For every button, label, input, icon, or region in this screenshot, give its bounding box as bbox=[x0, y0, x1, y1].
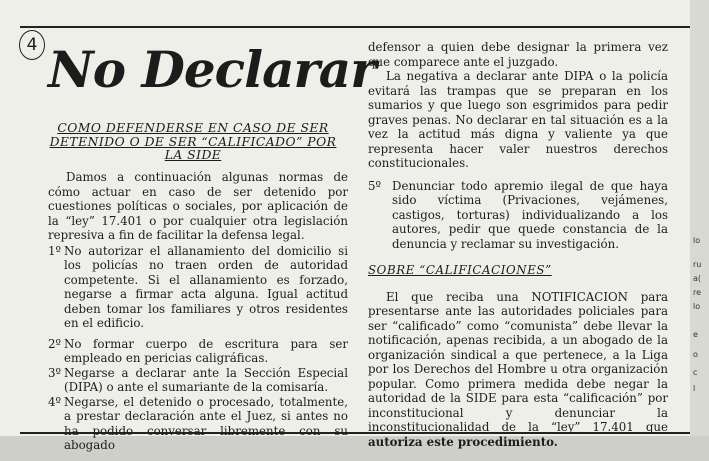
edge-fragment: c bbox=[693, 368, 698, 377]
edge-fragment: l bbox=[693, 384, 696, 393]
item-text: Denunciar todo apremio ilegal de que haya sido víctima (Privaciones, vejámenes, castigos, torturas) individualizando a los autores, pedir que quede constancia de la denuncia y reclamar su investigación. bbox=[392, 178, 668, 251]
edge-fragment: e bbox=[693, 330, 698, 339]
item-text: Negarse a declarar ante la Sección Especial (DIPA) o ante el sumariante de la comisaría. bbox=[64, 365, 348, 394]
list-item bbox=[368, 179, 668, 252]
article-subtitle bbox=[48, 122, 338, 163]
notification-paragraph bbox=[368, 290, 668, 450]
top-rule bbox=[20, 26, 690, 28]
item-text: Negarse, el detenido o procesado, totalmente, a prestar declaración ante el Juez, si antes no ha podido conversar libremente con su abogado bbox=[64, 394, 348, 452]
item-number: 4º bbox=[48, 394, 62, 409]
edge-fragment: o bbox=[693, 350, 698, 359]
dipa-paragraph: La negativa a declarar ante DIPA o la policía evitará las trampas que se preparan en los sumarios y que luego son esgrimidos para pedir graves penas. No declarar en tal situación es a la vez la actitud más digna y valiente ya que representa hacer valer nuestros derechos constitucionales. bbox=[368, 69, 668, 170]
notification-text: El que reciba una NOTIFICACION para presentarse ante las autoridades policiales para ser “calificado” como “comunista” debe llevar la notificación, apenas recibida, a un abogado de la organización sindical a que pertenece, a la Liga por los Derechos del Hombre u otra organización popular. Como primera medida debe negar la autoridad de la SIDE para esta “calificación” por inconstitucional y denunciar la inconstitucionalidad de la “ley” 17.401 que bbox=[368, 289, 668, 434]
edge-fragment: lo bbox=[693, 236, 701, 245]
item-number: 2º bbox=[48, 336, 62, 351]
item-number: 3º bbox=[48, 365, 62, 380]
right-column bbox=[368, 40, 668, 461]
list-item bbox=[48, 337, 348, 366]
item-number: 5º bbox=[368, 178, 382, 193]
edge-fragment: re bbox=[693, 288, 702, 297]
edge-fragment: lo bbox=[693, 302, 701, 311]
list-item bbox=[48, 244, 348, 331]
item-text: No autorizar el allanamiento del domicilio si los policías no traen orden de autoridad competente. Si el allanamiento es forzado, negarse a firmar acta alguna. Igual actitud deben tomar los familiares y otros residentes en el edificio. bbox=[64, 243, 348, 330]
item-number: 1º bbox=[48, 243, 62, 258]
left-column bbox=[48, 170, 348, 453]
intro-paragraph: Damos a continuación algunas normas de cómo actuar en caso de ser detenido por cuestiones políticas o sociales, por aplicación de la “ley” 17.401 o por cualquier otra legislación represiva a fin de facilitar la defensa legal. bbox=[48, 170, 348, 242]
list-item bbox=[48, 395, 348, 453]
notification-text-end: autoriza este procedimiento. bbox=[368, 434, 558, 449]
page-number-circle: 4 bbox=[19, 30, 45, 60]
continued-text: defensor a quien debe designar la primera vez que comparece ante el juzgado. bbox=[368, 40, 668, 69]
subtitle-text: COMO DEFENDERSE EN CASO DE SER DETENIDO O DE SER “CALIFICADO” POR LA SIDE bbox=[49, 121, 337, 162]
article-title: No Declarar bbox=[48, 40, 376, 99]
item-text: No formar cuerpo de escritura para ser empleado en pericias caligráficas. bbox=[64, 336, 348, 365]
list-item bbox=[48, 366, 348, 395]
edge-fragment: ru bbox=[693, 260, 702, 269]
edge-fragment: a( bbox=[693, 274, 702, 283]
section-heading: SOBRE “CALIFICACIONES” bbox=[368, 263, 552, 277]
